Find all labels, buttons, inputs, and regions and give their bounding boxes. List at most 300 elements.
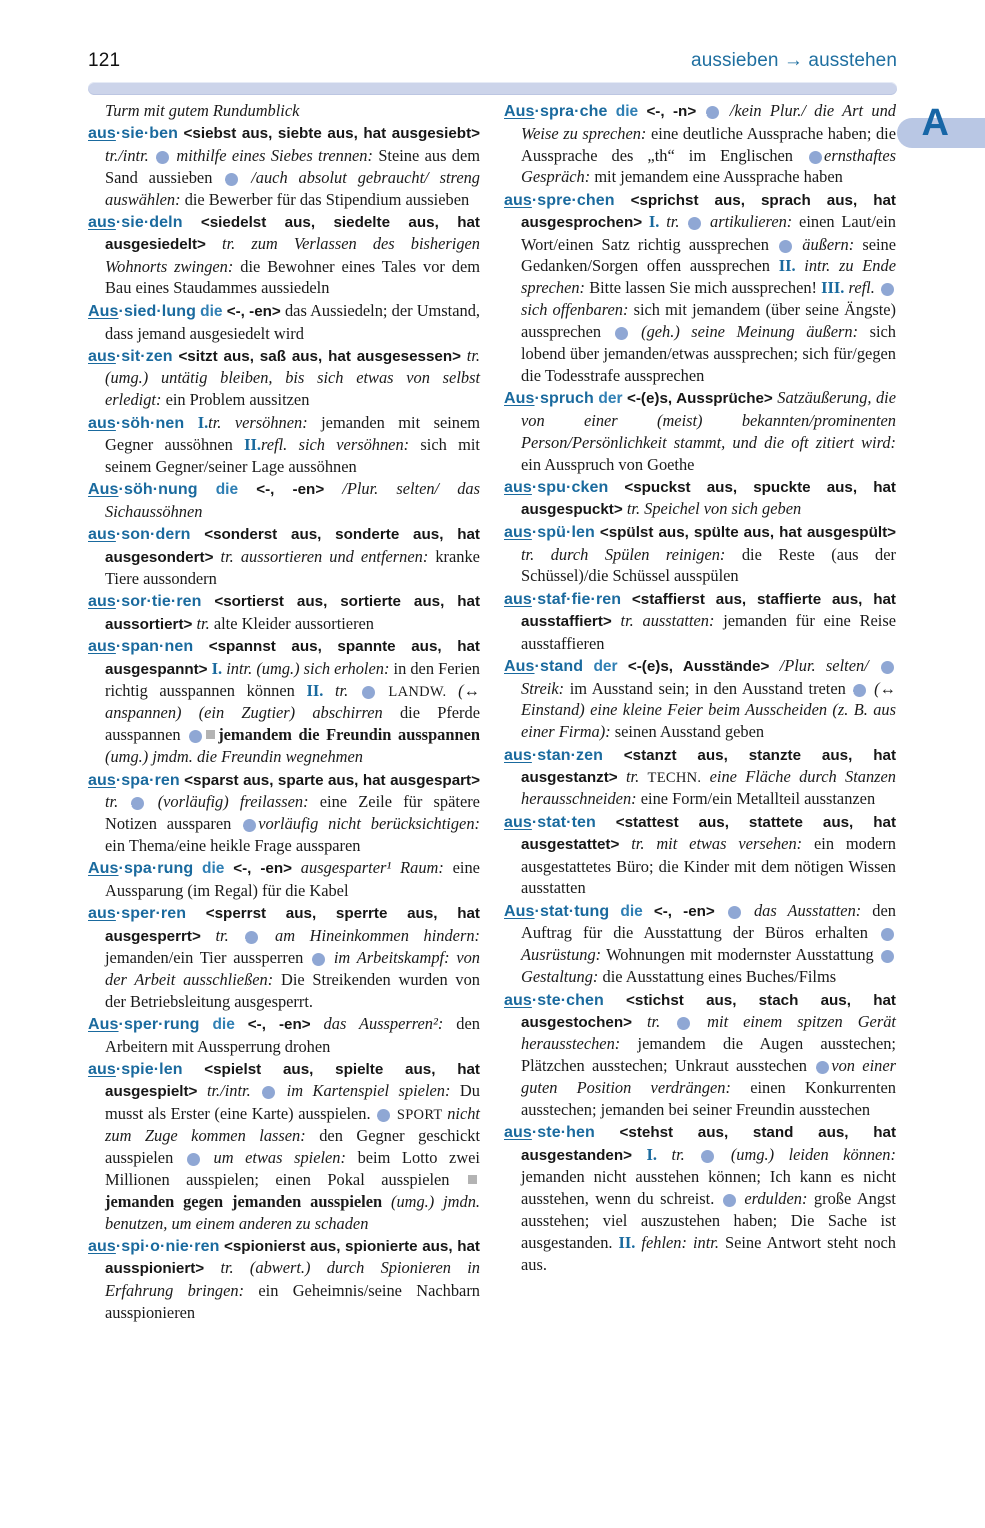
sense-definition: (umg.) untätig bleiben, bis sich etwas von selbst erledigt:	[105, 368, 480, 410]
sense-number-1: 1	[728, 906, 741, 919]
lemma-prefix: aus	[88, 1061, 116, 1079]
sense-definition: äußern:	[802, 234, 855, 254]
sense-number-3: 3	[881, 950, 894, 963]
part-of-speech: tr.	[466, 345, 480, 365]
gender-article: die	[202, 860, 225, 878]
sense-number-2: 2	[243, 819, 256, 832]
sense-example: im Ausstand sein; in den Ausstand treten	[569, 678, 846, 698]
part-of-speech: intr.	[226, 658, 253, 678]
sense-number-2: 2	[809, 151, 822, 164]
part-of-speech: intr.	[804, 256, 831, 276]
entry-ausspielen[interactable]	[88, 1058, 480, 1234]
entry-ausstand[interactable]	[504, 655, 896, 743]
inflection-forms: <spülst aus, spülte aus, hat ausgespült>	[599, 524, 896, 542]
sense-definition: ausgesparter¹ Raum:	[300, 858, 444, 878]
idiom-definition: (umg.) jmdm. die Freundin wegnehmen	[105, 747, 363, 767]
inflection-forms: <stehst aus, stand aus, hat ausgestanden>	[521, 1124, 896, 1164]
entry-aussparung[interactable]	[88, 857, 480, 902]
sense-definition: mit etwas versehen:	[656, 834, 803, 854]
gender-article: die	[615, 103, 639, 120]
sense-example: eine deutliche Aussprache haben; die Aussprache des „th“ im Englischen	[521, 123, 896, 165]
sense-example: seine Gedanken/Sorgen offen aussprechen	[521, 234, 897, 276]
lemma-prefix: aus	[88, 347, 116, 365]
inflection-forms: <sprichst aus, sprach aus, hat ausgesprochen>	[521, 191, 896, 232]
sense-example: eine Form/ein Metallteil ausstanzen	[640, 789, 876, 809]
part-of-speech: tr.	[631, 834, 645, 854]
sense-definition: mithilfe eines Siebes trennen:	[176, 145, 373, 165]
sense-number-1: 1	[881, 283, 894, 296]
lemma-prefix: aus	[504, 813, 532, 831]
sense-example: den Gegner geschickt ausspielen	[105, 1126, 480, 1167]
idiom-phrase: jemandem die Freundin ausspannen	[218, 725, 480, 745]
lemma-rest: ·spi·o·nie·ren	[115, 1238, 220, 1256]
sense-definition: zu Ende sprechen:	[521, 256, 896, 298]
sense-example: ein Problem aussitzen	[165, 390, 310, 410]
lemma-ausspionieren[interactable]	[88, 1238, 220, 1255]
idiom-square-icon	[468, 1175, 477, 1184]
roman-numeral-3: III.	[821, 278, 845, 298]
inflection-forms: <-(e)s, Aussprüche>	[626, 390, 773, 408]
gender-article: die	[215, 481, 239, 499]
lemma-rest: ·söh·nung	[118, 481, 198, 499]
sense-number-1: 1	[701, 1150, 714, 1163]
lemma-rest: ·spie·len	[115, 1061, 183, 1079]
entry-ausstanzen[interactable]	[504, 744, 896, 811]
lemma-aussparen[interactable]	[88, 772, 180, 789]
column-right	[504, 100, 896, 1324]
lemma-rest: ·stan·zen	[531, 746, 604, 764]
sense-example: sich lobend über jemanden/etwas aussprechen; sich für/gegen die Todesstrafe aussprechen	[521, 322, 896, 385]
part-of-speech: tr.	[620, 611, 634, 631]
lemma-prefix: aus	[504, 1124, 532, 1142]
lemma-prefix: aus	[504, 991, 532, 1009]
sense-example: Du musst als Erster (eine Karte) ausspielen.	[105, 1081, 480, 1123]
inflection-forms: <-(e)s, Ausstände>	[627, 657, 770, 675]
inflection-forms: <spionierst aus, spionierte aus, hat ausspioniert>	[105, 1238, 480, 1278]
sense-example: kranke Tiere aussondern	[105, 546, 480, 588]
roman-numeral-1: I.	[197, 412, 209, 432]
entry-aussiedeln[interactable]	[88, 211, 480, 299]
header-rule-bar	[88, 82, 897, 95]
sense-example: die Bewohner eines Tales vor dem Bau eines Staudammes aussiedeln	[105, 256, 480, 298]
entry-ausspucken[interactable]	[504, 476, 896, 521]
entry-aussparen[interactable]	[88, 769, 480, 857]
lemma-aussortieren[interactable]	[88, 593, 202, 610]
sense-definition: (↔ Einstand) eine kleine Feier beim Ausscheiden (z. B. aus einer Firma):	[521, 678, 896, 742]
sense-definition: (abwert.) durch Spionieren in Erfahrung bringen:	[105, 1258, 481, 1300]
lemma-ausstattung[interactable]	[504, 903, 609, 920]
roman-numeral-2: II.	[306, 681, 324, 701]
sense-example: Die Streikenden wurden von der Betriebsleitung ausgesperrt.	[105, 969, 480, 1011]
sense-example: jemandem die Augen ausstechen; Plätzchen ausstechen; Unkraut ausstechen	[521, 1034, 896, 1076]
lemma-prefix: Aus	[504, 902, 535, 920]
sense-definition: sich versöhnen:	[298, 434, 410, 454]
entry-ausspuelen[interactable]	[504, 521, 896, 587]
sense-number-2: 2	[881, 928, 894, 941]
sense-definition: vorläufig nicht berücksichtigen:	[258, 813, 480, 833]
part-of-speech: tr.	[521, 544, 535, 564]
part-of-speech: tr.	[625, 767, 640, 787]
gender-article: die	[212, 1016, 235, 1034]
sense-example: eine Zeile für spätere Notizen aussparen	[105, 791, 480, 833]
entry-ausstehen[interactable]	[504, 1121, 896, 1275]
part-of-speech: tr./intr.	[206, 1081, 251, 1101]
part-of-speech: tr.	[105, 791, 119, 811]
lemma-ausstechen[interactable]	[504, 992, 604, 1009]
lemma-prefix: Aus	[88, 860, 119, 878]
part-of-speech: tr.	[196, 613, 210, 633]
lemma-aussprache[interactable]	[504, 103, 607, 120]
sense-example: den Arbeitern mit Aussperrung drohen	[105, 1014, 480, 1056]
column-left	[88, 100, 480, 1324]
lemma-rest: ·söh·nen	[115, 414, 185, 432]
sense-number-1: 1	[131, 797, 144, 810]
roman-numeral-2: II.	[244, 434, 261, 454]
inflection-forms: <stichst aus, stach aus, hat ausgestochen>	[521, 991, 896, 1031]
lemma-aussperren[interactable]	[88, 905, 186, 922]
inflection-forms: <spuckst aus, spuckte aus, hat ausgespuckt>	[521, 479, 896, 519]
lemma-rest: ·spra·che	[534, 103, 608, 120]
entry-aussondern[interactable]	[88, 523, 480, 590]
lemma-prefix: aus	[504, 479, 532, 497]
sense-example: jemanden für eine Reise ausstaffieren	[521, 611, 896, 653]
lemma-prefix: aus	[88, 1238, 116, 1256]
part-of-speech: tr.	[334, 681, 349, 701]
folio-number: 121	[88, 50, 121, 71]
sense-definition: artikulieren:	[710, 212, 793, 232]
sense-example: große Angst ausstehen; viel auszustehen haben; Die Sache ist ausgestanden.	[521, 1188, 896, 1252]
lemma-prefix: aus	[504, 524, 532, 542]
sense-definition: Speichel von sich geben	[644, 499, 802, 519]
sense-number-2: 2	[779, 240, 792, 253]
text-columns	[88, 100, 897, 1324]
sense-number-1: 1	[706, 106, 719, 119]
lemma-prefix: Aus	[504, 390, 535, 408]
part-of-speech: tr.	[626, 499, 641, 519]
inflection-forms: <-, -en>	[226, 302, 281, 320]
sense-example: ein modern ausgestattetes Büro; die Kinder mit dem nötigen Wissen ausstatten	[521, 834, 896, 898]
lemma-aussparung[interactable]	[88, 860, 193, 877]
thumb-index-letter: A	[921, 102, 949, 144]
inflection-forms: <sperrst aus, sperrte aus, hat ausgesperrt>	[105, 905, 480, 945]
lemma-prefix: Aus	[504, 657, 535, 675]
sense-example: Steine aus dem Sand aussieben	[105, 145, 481, 187]
sense-definition: /kein Plur./ die Art und Weise zu sprechen:	[521, 101, 896, 143]
plural-note: /Plur. selten/	[779, 655, 869, 675]
roman-numeral-2: II.	[778, 256, 796, 276]
lemma-aussondern[interactable]	[88, 526, 191, 543]
sense-number-1: 1	[362, 686, 375, 699]
lemma-prefix: aus	[88, 125, 116, 143]
domain-label: SPORT	[396, 1106, 443, 1123]
sense-definition: im Kartenspiel spielen:	[286, 1081, 451, 1101]
lemma-rest: ·son·dern	[115, 526, 191, 544]
sense-definition: ernsthaftes Gespräch:	[521, 145, 896, 187]
lemma-ausspruch[interactable]	[504, 390, 594, 407]
sense-definition: das Aussperren²:	[323, 1014, 444, 1034]
sense-definition: (umg.) leiden können:	[730, 1144, 896, 1164]
entry-aussoehnen[interactable]	[88, 412, 480, 478]
sense-example: eine Aussparung (im Regal) für die Kabel	[105, 858, 480, 900]
sense-number-1: 1	[881, 661, 894, 674]
lemma-prefix: aus	[88, 414, 116, 432]
inflection-forms: <siedelst aus, siedelte aus, hat ausgesiedelt>	[105, 213, 480, 254]
sense-example: Seine Antwort steht noch aus.	[521, 1232, 896, 1274]
lemma-ausstaffieren[interactable]	[504, 591, 621, 608]
sense-example: die Ausstattung eines Buches/Films	[602, 967, 837, 987]
entry-aussprechen[interactable]	[504, 189, 896, 387]
sense-number-2: 2	[723, 1194, 736, 1207]
sense-definition: von einer guten Position verdrängen:	[521, 1056, 896, 1098]
sense-number-3: 3	[187, 1153, 200, 1166]
lemma-prefix: aus	[504, 746, 532, 764]
inflection-forms: <stattest aus, stattete aus, hat ausgestattet>	[521, 813, 897, 854]
sense-definition: intr.	[692, 1232, 719, 1252]
sense-definition: (geh.) seine Meinung äußern:	[641, 322, 859, 342]
lemma-aussitzen[interactable]	[88, 348, 173, 365]
sense-definition: erdulden:	[744, 1188, 808, 1208]
sense-definition: Streik:	[521, 678, 565, 698]
lemma-prefix: Aus	[88, 302, 119, 320]
inflection-forms: <sortierst aus, sortierte aus, hat aussortiert>	[105, 593, 480, 633]
sense-number-2: 2	[312, 953, 325, 966]
sense-example: ein Geheimnis/seine Nachbarn ausspionieren	[105, 1280, 480, 1322]
sense-example: jemanden/ein Tier aussperren	[105, 947, 304, 967]
sense-definition: Gestaltung:	[521, 967, 599, 987]
sense-definition: das Ausstatten:	[753, 900, 862, 920]
inflection-forms: <-, -en>	[653, 902, 715, 920]
lemma-ausspuelen[interactable]	[504, 524, 595, 541]
sense-example: das Aussiedeln; der Umstand, dass jemand ausgesiedelt wird	[105, 300, 480, 343]
lemma-prefix: aus	[504, 191, 532, 209]
part-of-speech: refl.	[848, 278, 875, 298]
idiom-phrase: jemanden gegen jemanden ausspielen	[105, 1191, 383, 1211]
entry-aussprache[interactable]	[504, 100, 896, 188]
lemma-aussprechen[interactable]	[504, 192, 615, 209]
lemma-prefix: aus	[504, 590, 532, 608]
lemma-aussiedlung[interactable]	[88, 303, 196, 320]
lemma-prefix: aus	[88, 638, 116, 656]
sense-definition: Ausrüstung:	[521, 945, 602, 965]
inflection-forms: <-, -en>	[233, 860, 292, 878]
inflection-forms: <staffierst aus, staffierte aus, hat ausstaffiert>	[521, 590, 896, 631]
lemma-rest: ·sor·tie·ren	[115, 593, 202, 611]
inflection-forms: <-, -en>	[247, 1016, 311, 1034]
lemma-rest: ·stat·tung	[534, 902, 610, 920]
sense-example: den Auftrag für die Ausstattung der Büros erhalten	[521, 900, 896, 943]
entry-ausstechen[interactable]	[504, 989, 896, 1121]
gender-article: der	[598, 390, 623, 408]
entry-aussiedlung[interactable]	[88, 300, 480, 345]
sense-number-2: 2	[377, 1109, 390, 1122]
lemma-rest: ·sie·deln	[115, 213, 183, 231]
gender-article: der	[593, 657, 618, 675]
sense-example: beim Lotto zwei Millionen ausspielen; einen Pokal ausspielen	[105, 1147, 480, 1189]
sense-definition: um etwas spielen:	[213, 1147, 346, 1167]
roman-numeral-1: I.	[648, 212, 660, 232]
lemma-ausstatten[interactable]	[504, 814, 596, 831]
sense-definition: eine Fläche durch Stanzen herausschneiden:	[521, 767, 896, 809]
sense-definition: (↔ anspannen) (ein Zugtier) abschirren	[105, 681, 480, 723]
part-of-speech: tr.	[220, 546, 234, 566]
sense-example: die Reste (aus der Schüssel)/die Schüssel ausspülen	[521, 544, 896, 586]
entry-aussperren[interactable]	[88, 902, 480, 1012]
lemma-rest: ·spü·len	[531, 524, 595, 542]
continuation-line: Turm mit gutem Rundumblick	[105, 101, 300, 120]
sense-definition: sich offenbaren:	[521, 300, 629, 320]
sense-example: einen Laut/ein Wort/einen Satz richtig aussprechen	[521, 212, 896, 254]
roman-numeral-1: I.	[646, 1144, 658, 1164]
sense-number-2: 2	[615, 327, 628, 340]
entry-aussperrung[interactable]	[88, 1013, 480, 1058]
inflection-forms: <-, -en>	[256, 481, 325, 499]
lemma-ausstand[interactable]	[504, 658, 583, 675]
sense-number-2: 2	[816, 1061, 829, 1074]
page-header	[0, 46, 985, 76]
entry-aussortieren[interactable]	[88, 590, 480, 635]
lemma-rest: ·span·nen	[115, 638, 194, 656]
lemma-rest: ·ste·chen	[531, 991, 604, 1009]
sense-number-2: 2	[853, 684, 866, 697]
entry-aussitzen[interactable]	[88, 345, 480, 411]
lemma-rest: ·spa·rung	[118, 860, 194, 878]
sense-example: Bitte lassen Sie mich aussprechen!	[589, 278, 817, 298]
sense-example: die Bewerber für das Stipendium aussieben	[184, 189, 470, 209]
lemma-rest: ·stand	[534, 657, 584, 675]
lemma-rest: ·ste·hen	[531, 1124, 595, 1142]
entry-aussoehnung[interactable]	[88, 478, 480, 523]
sense-number-2: 2	[225, 173, 238, 186]
lemma-ausstehen[interactable]	[504, 1124, 595, 1141]
idiom-definition: (umg.) jmdn. benutzen, um einem anderen zu schaden	[105, 1191, 480, 1233]
lemma-prefix: Aus	[88, 1016, 119, 1034]
lemma-aussoehnen[interactable]	[88, 415, 184, 432]
lemma-ausspucken[interactable]	[504, 479, 608, 496]
sense-number-1: 1	[677, 1017, 690, 1030]
lemma-prefix: Aus	[88, 481, 119, 499]
lemma-aussperrung[interactable]	[88, 1016, 200, 1033]
sense-example: einen Konkurrenten ausstechen; jemanden bei seiner Freundin ausstechen	[521, 1078, 896, 1119]
lemma-prefix: Aus	[504, 103, 535, 120]
sense-number-1: 1	[156, 151, 169, 164]
sense-number-2: 2	[189, 730, 202, 743]
part-of-speech: refl.	[261, 434, 288, 454]
roman-numeral-1: I.	[211, 658, 223, 678]
inflection-forms: <siebst aus, siebte aus, hat ausgesiebt>	[183, 125, 480, 143]
idiom-square-icon	[206, 730, 215, 739]
sense-definition: (umg.) sich erholen:	[256, 658, 390, 678]
part-of-speech: tr.	[215, 925, 229, 945]
gender-article: die	[200, 302, 223, 320]
sense-example: sich mit jemandem (über seine Ängste) aussprechen	[521, 300, 896, 342]
sense-example: in den Ferien richtig ausspannen können	[105, 658, 480, 701]
lemma-rest: ·stat·ten	[531, 813, 596, 831]
part-of-speech: tr.	[671, 1144, 685, 1164]
lemma-ausstanzen[interactable]	[504, 747, 603, 764]
part-of-speech: tr.	[208, 412, 222, 432]
sense-example: jemanden mit seinem Gegner aussöhnen	[105, 412, 480, 454]
lemma-rest: ·spruch	[534, 390, 594, 408]
sense-example: ein Ausspruch von Goethe	[521, 454, 695, 474]
sense-definition: Satzäußerung, die von einer (meist) bekannten/prominenten Person/Persönlichkeit stammt, und die oft zitiert wird:	[521, 388, 896, 452]
inflection-forms: <sparst aus, sparte aus, hat ausgespart>	[184, 771, 480, 789]
entry-ausstaffieren[interactable]	[504, 588, 896, 655]
inflection-forms: <stanzt aus, stanzte aus, hat ausgestanzt>	[521, 746, 896, 787]
sense-example: alte Kleider aussortieren	[213, 613, 375, 633]
lemma-aussieben[interactable]	[88, 125, 178, 142]
sense-example: jemanden nicht ausstehen können; Ich kann es nicht ausstehen, wenn du schreist.	[521, 1166, 896, 1208]
part-of-speech: fehlen:	[641, 1232, 687, 1252]
entry-ausspannen[interactable]	[88, 635, 480, 768]
lemma-rest: ·sie·ben	[115, 125, 179, 143]
sense-example: die Pferde ausspannen	[105, 703, 480, 745]
sense-example: mit jemandem eine Aussprache haben	[594, 167, 843, 187]
lemma-prefix: aus	[88, 213, 116, 231]
entry-ausstattung[interactable]	[504, 900, 896, 988]
lemma-rest: ·sper·rung	[118, 1016, 200, 1034]
sense-example: ein Thema/eine heikle Frage aussparen	[105, 835, 361, 855]
sense-definition: durch Spülen reinigen:	[550, 544, 726, 564]
entry-ausspionieren[interactable]	[88, 1235, 480, 1323]
lemma-prefix: aus	[88, 526, 116, 544]
sense-number-1: 1	[688, 217, 701, 230]
part-of-speech: tr.	[646, 1012, 661, 1031]
sense-example: sich mit seinem Gegner/seiner Lage aussöhnen	[105, 434, 480, 476]
lemma-ausspielen[interactable]	[88, 1061, 183, 1078]
lemma-prefix: aus	[88, 905, 116, 923]
sense-number-1: 1	[262, 1086, 275, 1099]
sense-definition: am Hineinkommen hindern:	[275, 925, 480, 945]
sense-definition: versöhnen:	[234, 412, 308, 432]
lemma-rest: ·sit·zen	[115, 347, 173, 365]
inflection-forms: <spannst aus, spannte aus, hat ausgespannt>	[105, 638, 480, 678]
entry-ausstatten[interactable]	[504, 811, 896, 899]
lemma-rest: ·spu·cken	[531, 479, 609, 497]
roman-numeral-2: II.	[618, 1232, 636, 1252]
lemma-prefix: aus	[88, 771, 116, 789]
inflection-forms: <spielst aus, spielte aus, hat ausgespielt>	[105, 1061, 480, 1101]
lemma-rest: ·spre·chen	[531, 191, 615, 209]
sense-example: Wohnungen mit modernster Ausstattung	[606, 945, 874, 965]
part-of-speech: tr./intr.	[105, 145, 149, 165]
sense-definition: aussortieren und entfernen:	[240, 546, 429, 566]
gender-article: die	[620, 902, 643, 920]
sense-definition: /Plur. selten/ das Sichaussöhnen	[105, 479, 480, 521]
lemma-prefix: aus	[88, 593, 116, 611]
lemma-aussiedeln[interactable]	[88, 214, 183, 231]
part-of-speech: tr.	[222, 234, 236, 254]
sense-definition: mit einem spitzen Gerät herausstechen:	[521, 1012, 896, 1054]
sense-definition: nicht zum Zuge kommen lassen:	[105, 1103, 480, 1146]
part-of-speech: tr.	[666, 212, 680, 232]
lemma-rest: ·staf·fie·ren	[531, 590, 622, 608]
inflection-forms: <sitzt aus, saß aus, hat ausgesessen>	[178, 347, 462, 365]
inflection-forms: <-, -n>	[646, 103, 697, 120]
running-head: aussieben → ausstehen	[691, 50, 897, 71]
domain-label: TECHN.	[647, 770, 702, 787]
entry-aussieben[interactable]	[88, 122, 480, 210]
lemma-aussoehnung[interactable]	[88, 481, 198, 498]
sense-definition: im Arbeitskampf: von der Arbeit ausschließen:	[105, 947, 480, 989]
sense-number-1: 1	[245, 931, 258, 944]
sense-definition: /auch absolut gebraucht/ streng auswählen:	[105, 167, 480, 209]
domain-label: LANDW.	[388, 684, 447, 701]
lemma-rest: ·sied·lung	[118, 302, 196, 320]
sense-definition: ausstatten:	[642, 611, 715, 631]
inflection-forms: <sonderst aus, sonderte aus, hat ausgesondert>	[105, 526, 480, 566]
lemma-ausspannen[interactable]	[88, 638, 193, 655]
entry-ausspruch[interactable]	[504, 387, 896, 475]
